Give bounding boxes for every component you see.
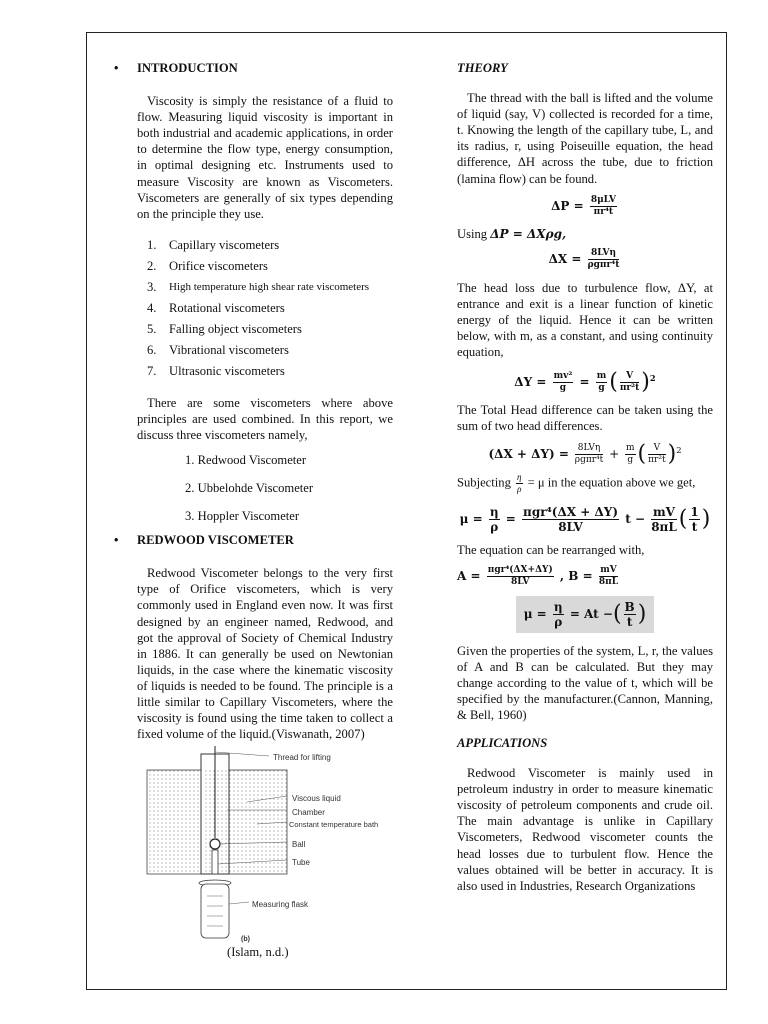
- redwood-heading: • REDWOOD VISCOMETER: [114, 533, 294, 548]
- list-item: 1. Redwood Viscometer: [185, 453, 307, 468]
- list-item: 2. Ubbelohde Viscometer: [185, 481, 314, 496]
- figure-label-tag: (b): [241, 936, 250, 944]
- left-column: [114, 60, 393, 960]
- bullet-icon: •: [114, 61, 119, 75]
- figure-caption: (Islam, n.d.): [227, 945, 289, 960]
- figure-label-chamber: Chamber: [292, 808, 325, 818]
- three-viscometers-list: [137, 452, 393, 536]
- theory-heading: THEORY: [457, 61, 508, 75]
- figure-label-tube: Tube: [292, 858, 310, 868]
- introduction-heading: • INTRODUCTION: [114, 61, 238, 75]
- list-item: 2. Orifice viscometers: [147, 258, 268, 273]
- rearranged-text: The equation can be rearranged with,: [457, 543, 645, 558]
- combined-paragraph: There are some viscometers where above principles are used combined. In this report, we discuss three viscometers namely,: [137, 395, 393, 443]
- intro-paragraph: Viscosity is simply the resistance of a fluid to flow. Measuring liquid viscosity is important in both industrial and academic applications, in order to determine the flow type, energy consumption, in optimal designing etc. Instruments used to measure Viscosity are known as Viscometers. Viscometers are generally of six types depending on the principle they use.: [137, 94, 393, 221]
- list-item: 7. Ultrasonic viscometers: [147, 363, 285, 378]
- figure-label-bath: Constant temperature bath: [289, 820, 379, 830]
- equation-mu: μ = $\frac{\eta}{\rho}$ = $\frac{\text{πgr⁴(ΔX + ΔY)}}{8LV}$ t − $\frac{mV}{8\pi L}$ ( $\frac{1}{t}$ ): [459, 505, 711, 535]
- subjecting-line: Subjecting $\frac{\eta}{\rho}$ = μ in the equation above we get,: [457, 472, 696, 495]
- applications-heading: APPLICATIONS: [457, 735, 548, 750]
- list-item: 6. Vibrational viscometers: [147, 342, 289, 357]
- theory-paragraph: The thread with the ball is lifted and the volume of liquid (say, V) collected is recorded for a time, t. Knowing the length of the capillary tube, L, and its radius, r, using Poiseuille equation, the head difference, ΔH across the tube, due to friction (lamina flow) can be found.: [457, 91, 713, 186]
- list-item: 3. Hoppler Viscometer: [185, 509, 300, 524]
- bullet-icon: •: [114, 533, 119, 548]
- figure-label-viscous: Viscous liquid: [292, 794, 341, 804]
- list-item: 1. Capillary viscometers: [147, 237, 280, 252]
- total-head-paragraph: The Total Head difference can be taken using the sum of two head differences.: [457, 403, 713, 434]
- given-paragraph: Given the properties of the system, L, r, the values of A and B can be calculated. But they may change according to the value of t, which will be specified by the manufacturer.(Cannon, Manning, & Bell, 1960): [457, 643, 713, 722]
- redwood-paragraph: Redwood Viscometer belongs to the very first type of Orifice viscometers, which is very commonly used in England even now. It was first designed by an engineer named, Redwood, and got the approval of Society of Chemical Industry in 1886. It can generally be used on Newtonian liquids, in the case where the kinematic viscosity of liquids is needed to be found. The principle is a little similar to Capillary Viscometers, where the viscosity is found using the time taken to collect a fixed volume of the liquid.(Viswanath, 2007): [137, 566, 393, 742]
- right-column: [457, 60, 713, 894]
- viscometer-types-list: [137, 237, 393, 384]
- figure-label-ball: Ball: [292, 840, 306, 850]
- redwood-viscometer-figure: [137, 746, 377, 946]
- equation-delta-y: ΔY = $\frac{\text{mv²}}{g}$ = $\frac{m}{g}$ ( $\frac{V}{\text{πr²t}}$ )$^2$: [514, 369, 656, 395]
- figure-label-thread: Thread for lifting: [273, 753, 331, 763]
- equation-total-head: (ΔX + ΔY) = $\frac{\text{8LVη}}{\text{ρgπr⁴t}}$ + $\frac{m}{g}$ ( $\frac{V}{\text{πr²t}}$ )$^2$: [488, 441, 682, 467]
- equation-a-b: A = $\frac{\text{πgr⁴(ΔX+ΔY)}}{8LV}$ , B = $\frac{mV}{8\pi L}$: [457, 564, 619, 587]
- equation-delta-x: ΔX = $\frac{\text{8LVη}}{\text{ρgπr⁴t}}$: [548, 247, 620, 270]
- figure-label-flask: Measuring flask: [252, 900, 309, 910]
- viscometer-diagram: [137, 746, 377, 946]
- list-item: 4. Rotational viscometers: [147, 300, 285, 315]
- headloss-paragraph: The head loss due to turbulence flow, ΔY, at entrance and exit is a linear function of kinetic energy of the liquid. Hence it can be written below, with m, as a constant, and using continuity equation,: [457, 280, 713, 360]
- equation-mu-simplified: μ = $\frac{\eta}{\rho}$ = At −( $\frac{B}{t}$ ): [457, 596, 713, 633]
- equation-delta-p: ΔP = $\frac{\text{8μLV}}{\text{πr⁴t}}$: [551, 194, 616, 217]
- list-item: 3. High temperature high shear rate viscometers: [147, 279, 370, 294]
- list-item: 5. Falling object viscometers: [147, 321, 302, 336]
- applications-paragraph: Redwood Viscometer is mainly used in petroleum industry in order to measure kinematic viscosity of petroleum components and crude oil. The main advantage is unlike in Capillary Viscometers, Redwood viscometer counts the head losses due to turbulent flow. Hence the values obtained will be better in accuracy. It is also used in Industries, Research Organizations: [457, 766, 713, 893]
- using-line: Using ΔP = ΔXρg,: [457, 226, 567, 241]
